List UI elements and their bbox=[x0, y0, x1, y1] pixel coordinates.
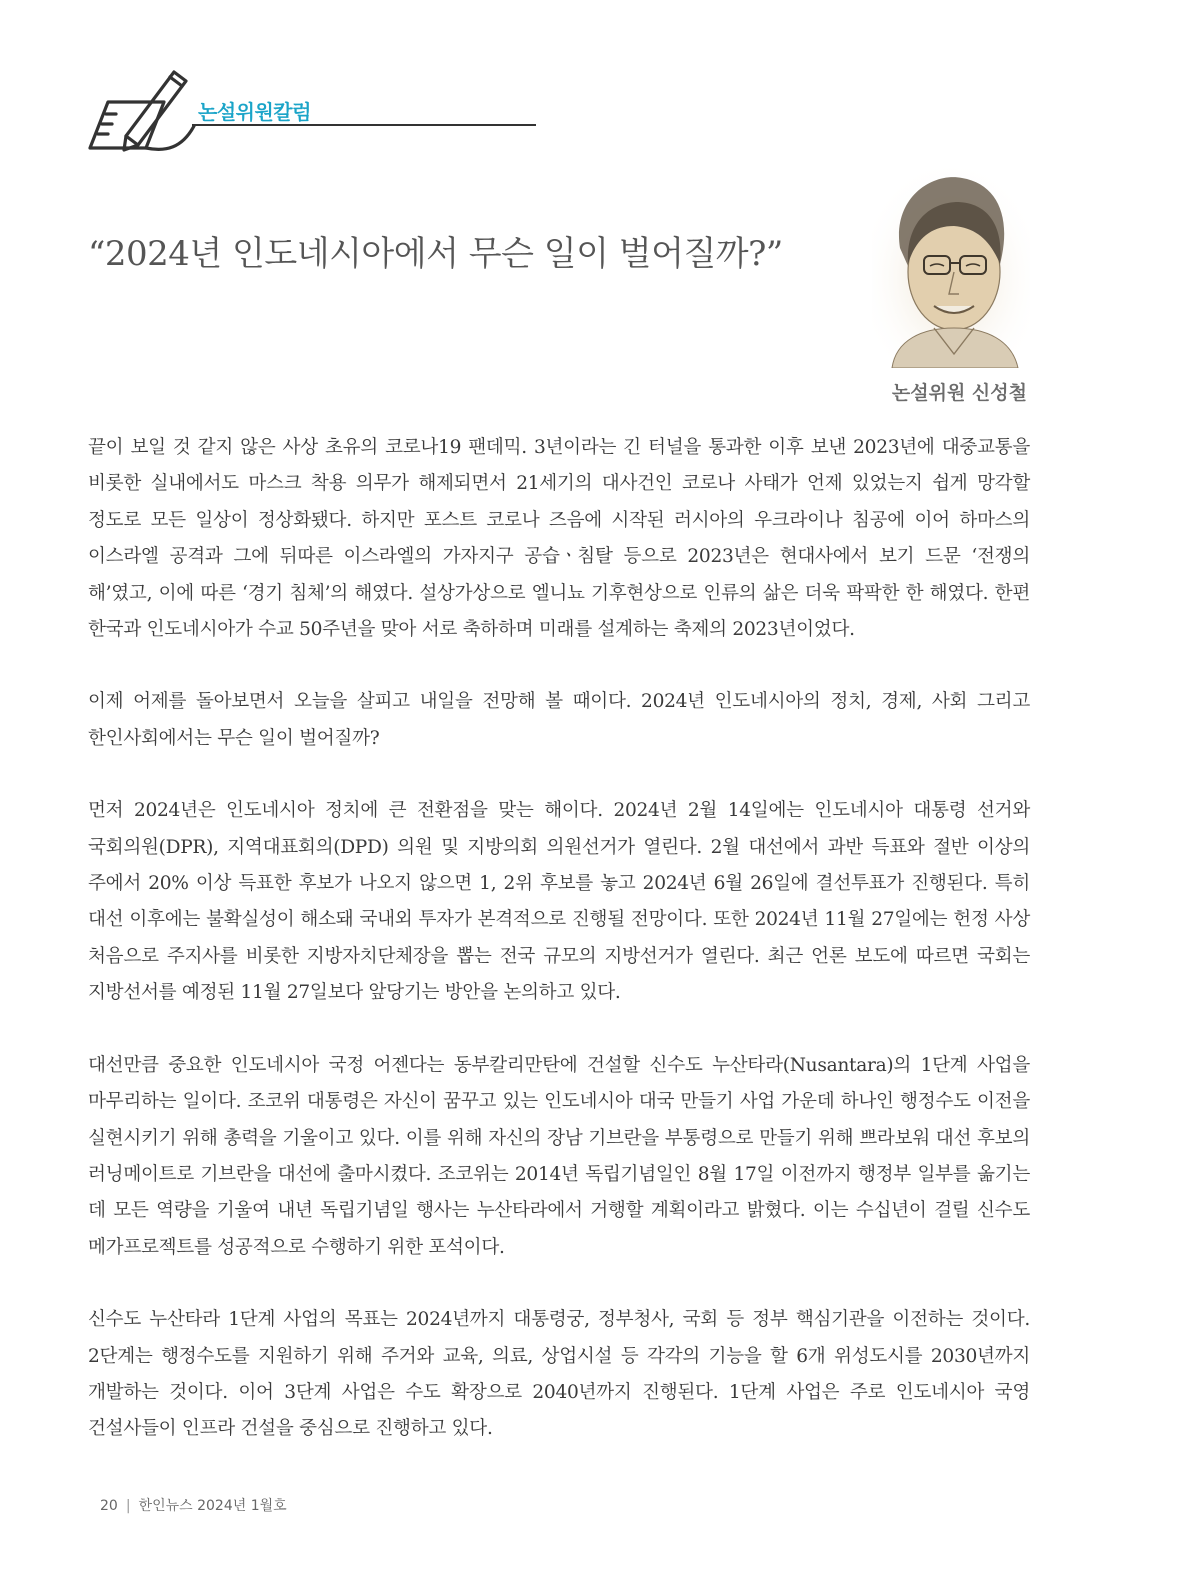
article-paragraph: 이제 어제를 돌아보면서 오늘을 살피고 내일을 전망해 볼 때이다. 2024년 인도네시아의 정치, 경제, 사회 그리고 한인사회에서는 무슨 일이 벌어질까? bbox=[88, 691, 1030, 749]
publication-name: 한인뉴스 2024년 1월호 bbox=[138, 1498, 287, 1514]
article-paragraph: 먼저 2024년은 인도네시아 정치에 큰 전환점을 맞는 해이다. 2024년 2월 14일에는 인도네시아 대통령 선거와 국회의원(DPR), 지역대표회의(DPD) 의원 및 지방의회 의원선거가 열린다. 2월 대선에서 과반 득표와 절반 이상의 주에서 20% 이상 득표한 후보가 나오지 않으면 1, 2위 후보를 놓고 2024년 6월 26일에 결선투표가 진행된다. 특히 대선 이후에는 불확실성이 해소돼 국내외 투자가 본격적으로 진행될 전망이다. 또한 2024년 11월 27일에는 헌정 사상 처음으로 주지사를 비롯한 지방자치단체장을 뽑는 전국 규모의 지방선거가 열린다. 최근 언론 보도에 따르면 국회는 지방선서를 예정된 11월 27일보다 앞당기는 방안을 논의하고 있다. bbox=[88, 800, 1030, 1004]
article-paragraph: 대선만큼 중요한 인도네시아 국정 어젠다는 동부칼리만탄에 건설할 신수도 누산타라(Nusantara)의 1단계 사업을 마무리하는 일이다. 조코위 대통령은 자신이 꿈꾸고 있는 인도네시아 대국 만들기 사업 가운데 하나인 행정수도 이전을 실현시키기 위해 총력을 기울이고 있다. 이를 위해 자신의 장남 기브란을 부통령으로 만들기 위해 쁘라보워 대선 후보의 러닝메이트로 기브란을 대선에 출마시켰다. 조코위는 2014년 독립기념일인 8월 17일 이전까지 행정부 일부를 옮기는 데 모든 역량을 기울여 내년 독립기념일 행사는 누산타라에서 거행할 계획이라고 밝혔다. 이는 수십년이 걸릴 신수도 메가프로젝트를 성공적으로 수행하기 위한 포석이다. bbox=[88, 1054, 1030, 1258]
article-paragraph: 신수도 누산타라 1단계 사업의 목표는 2024년까지 대통령궁, 정부청사, 국회 등 정부 핵심기관을 이전하는 것이다. 2단계는 행정수도를 지원하기 위해 주거와 교육, 의료, 상업시설 등 각각의 기능을 할 6개 위성도시를 2030년까지 개발하는 것이다. 이어 3단계 사업은 수도 확장으로 2040년까지 진행된다. 1단계 사업은 주로 인도네시아 국영 건설사들이 인프라 건설을 중심으로 진행하고 있다. bbox=[88, 1309, 1030, 1440]
pen-writing-icon bbox=[86, 62, 196, 154]
page-footer bbox=[100, 1495, 287, 1515]
footer-separator: | bbox=[125, 1498, 131, 1514]
page-number: 20 bbox=[100, 1498, 118, 1514]
article-body bbox=[88, 430, 1030, 1484]
section-header bbox=[86, 62, 536, 154]
header-divider bbox=[192, 124, 536, 126]
author-byline: 논설위원 신성철 bbox=[891, 382, 1027, 404]
section-label: 논설위원칼럼 bbox=[198, 100, 311, 124]
article-headline: “2024년 인도네시아에서 무슨 일이 벌어질까?” bbox=[88, 234, 783, 274]
author-portrait bbox=[872, 168, 1030, 368]
article-paragraph: 끝이 보일 것 같지 않은 사상 초유의 코로나19 팬데믹. 3년이라는 긴 터널을 통과한 이후 보낸 2023년에 대중교통을 비롯한 실내에서도 마스크 착용 의무가 해제되면서 21세기의 대사건인 코로나 사태가 언제 있었는지 쉽게 망각할 정도로 모든 일상이 정상화됐다. 하지만 포스트 코로나 즈음에 시작된 러시아의 우크라이나 침공에 이어 하마스의 이스라엘 공격과 그에 뒤따른 이스라엘의 가자지구 공습ㆍ침탈 등으로 2023년은 현대사에서 보기 드문 ‘전쟁의 해’였고, 이에 따른 ‘경기 침체’의 해였다. 설상가상으로 엘니뇨 기후현상으로 인류의 삶은 더욱 팍팍한 한 해였다. 한편 한국과 인도네시아가 수교 50주년을 맞아 서로 축하하며 미래를 설계하는 축제의 2023년이었다. bbox=[88, 437, 1030, 641]
